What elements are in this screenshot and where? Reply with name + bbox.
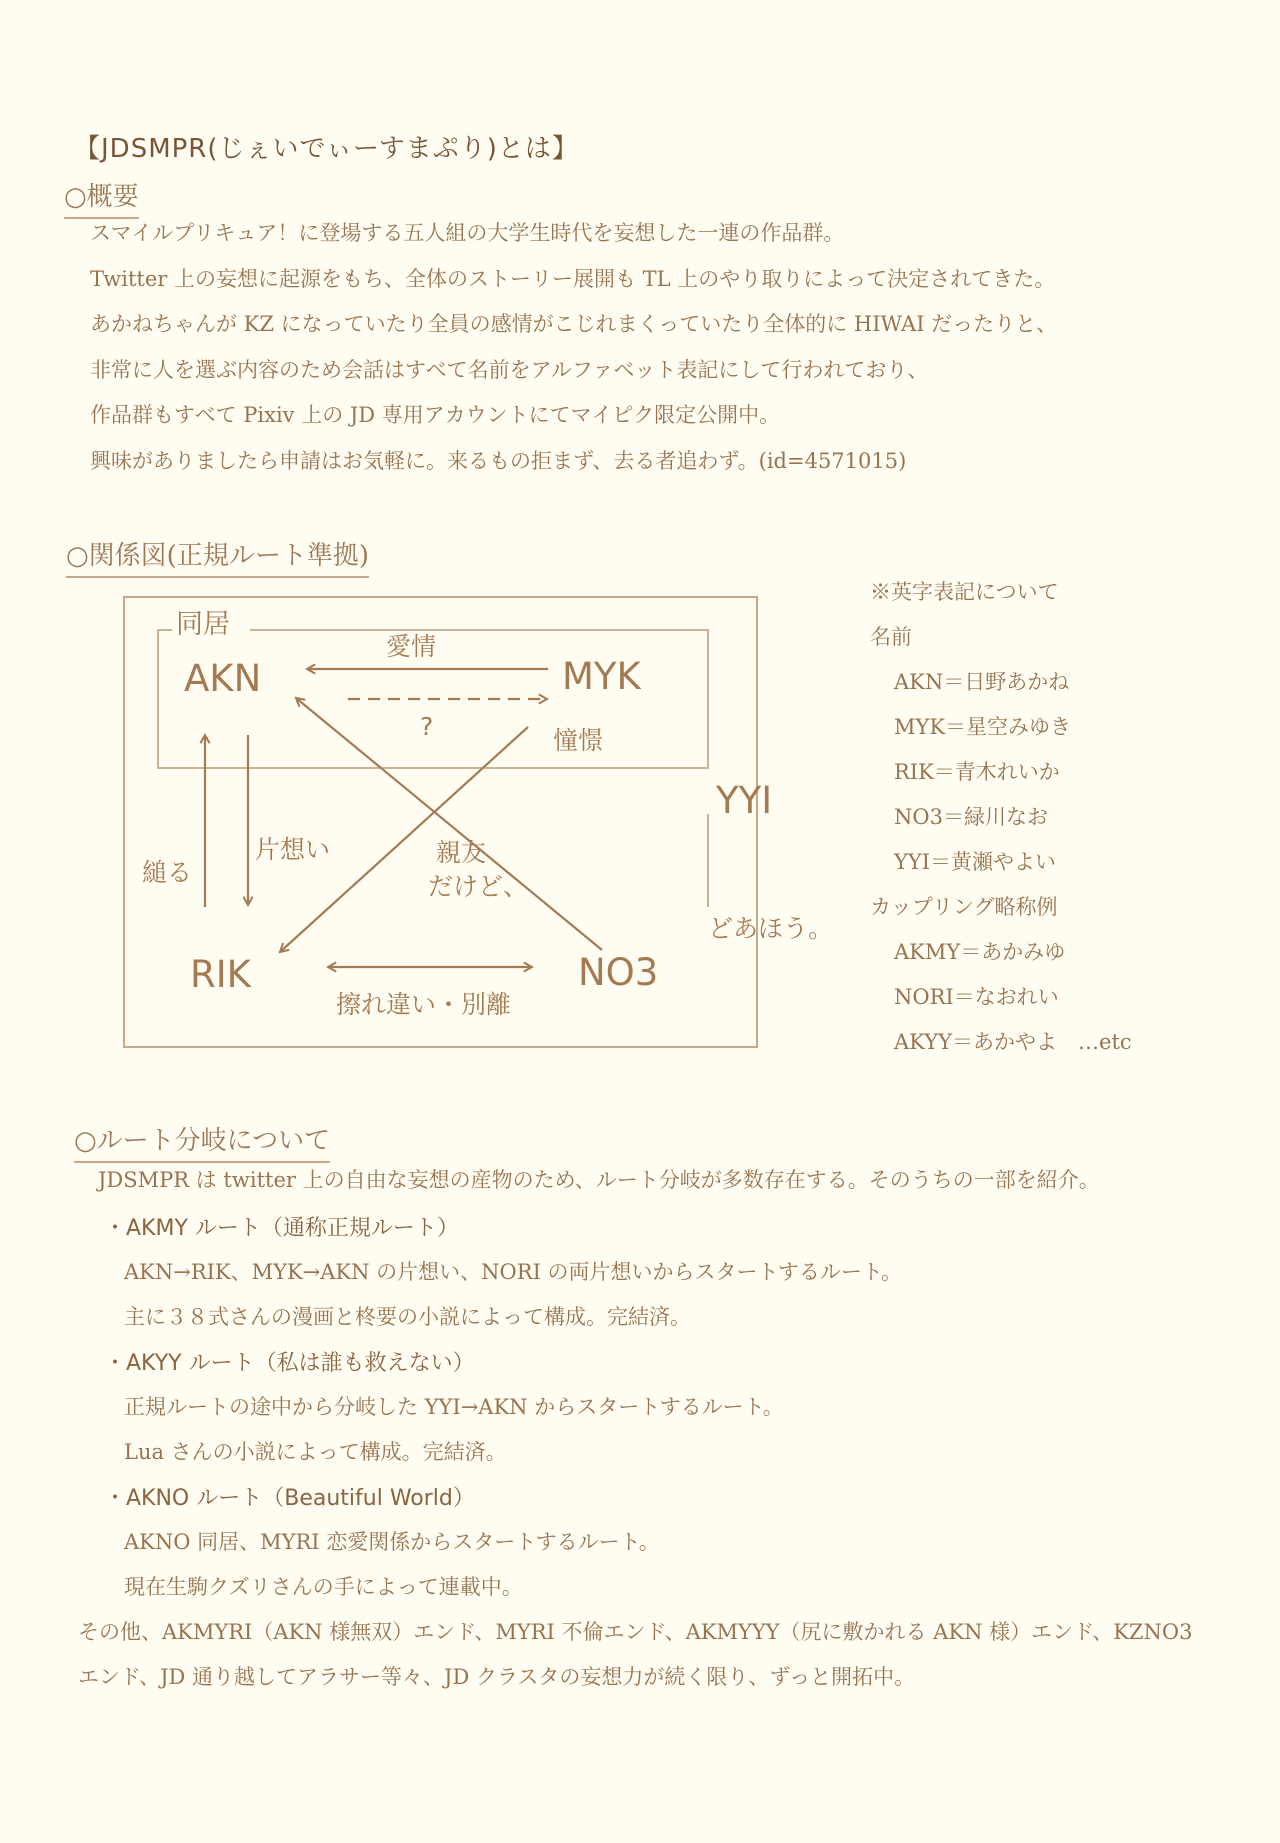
bestfriend-label-1: 親友 (436, 838, 487, 867)
route-title: ・AKYY ルート（私は誰も救えない） (104, 1351, 475, 1376)
couple-item: AKMY＝あかみゆ (894, 940, 1066, 964)
unrequited-label: 片想い (255, 835, 331, 864)
name-item: MYK＝星空みゆき (894, 715, 1072, 739)
overview-line: 非常に人を選ぶ内容のため会話はすべて名前をアルファベット表記にして行われており、 (90, 357, 929, 382)
routes-outro-line: エンド、JD 通り越してアラサー等々、JD クラスタの妄想力が続く限り、ずっと開拓中。 (78, 1665, 916, 1689)
node-akn: AKN (184, 657, 262, 700)
route-line: 正規ルートの途中から分岐した YYI→AKN からスタートするルート。 (124, 1395, 784, 1419)
notes-title: ※英字表記について (870, 580, 1059, 604)
relation-diagram (110, 585, 834, 1055)
couple-item: AKYY＝あかやよ …etc (894, 1030, 1132, 1054)
overview-line: Twitter 上の妄想に起源をもち、全体のストーリー展開も TL 上のやり取りによって決定されてきた。 (90, 266, 1056, 291)
name-item: RIK＝青木れいか (894, 760, 1060, 784)
passing-label: 擦れ違い・別離 (336, 990, 512, 1019)
overview-line: あかねちゃんが KZ になっていたり全員の感情がこじれまくっていたり全体的に HIWAI だったりと、 (90, 312, 1058, 336)
node-rik: RIK (190, 953, 251, 996)
couple-label: カップリング略称例 (870, 895, 1058, 919)
names-label: 名前 (870, 625, 912, 649)
routes-intro: JDSMPR は twitter 上の自由な妄想の産物のため、ルート分岐が多数存在する。そのうちの一部を紹介。 (98, 1168, 1100, 1192)
routes-outro-line: その他、AKMYRI（AKN 様無双）エンド、MYRI 不倫エンド、AKMYYY（尻に敷かれる AKN 様）エンド、KZNO3 (78, 1620, 1193, 1644)
name-item: YYI＝黄瀬やよい (894, 850, 1057, 874)
route-line: AKNO 同居、MYRI 恋愛関係からスタートするルート。 (124, 1530, 660, 1554)
admire-label: 憧憬 (553, 726, 604, 755)
route-title: ・AKMY ルート（通称正規ルート） (104, 1216, 459, 1241)
route-line: 主に３８式さんの漫画と柊要の小説によって構成。完結済。 (124, 1305, 691, 1329)
route-title: ・AKNO ルート（Beautiful World） (104, 1486, 475, 1511)
couple-item: NORI＝なおれい (894, 985, 1059, 1009)
relation-heading: ○関係図(正規ルート準拠) (66, 535, 369, 578)
route-line: Lua さんの小説によって構成。完結済。 (124, 1440, 507, 1464)
name-item: NO3＝緑川なお (894, 805, 1048, 829)
cohabit-label: 同居 (176, 609, 230, 640)
name-item: AKN＝日野あかね (894, 670, 1070, 694)
idiot-label: どあほう。 (708, 914, 834, 943)
overview-heading: ○概要 (64, 176, 139, 219)
cling-label: 縋る (142, 858, 193, 887)
page-title: 【JDSMPR(じぇいでぃーすまぷり)とは】 (74, 134, 579, 164)
overview-line: 興味がありましたら申請はお気軽に。来るもの拒まず、去る者追わず。(id=4571015) (90, 448, 907, 473)
route-line: 現在生駒クズリさんの手によって連載中。 (124, 1575, 523, 1599)
routes-heading: ○ルート分岐について (74, 1120, 330, 1163)
question-label: ? (420, 712, 434, 741)
bestfriend-label-2: だけど、 (428, 872, 529, 901)
love-label: 愛情 (386, 632, 437, 661)
name-notes (870, 570, 1132, 1065)
node-myk: MYK (562, 655, 641, 698)
overview-line: スマイルプリキュア！に登場する五人組の大学生時代を妄想した一連の作品群。 (90, 221, 845, 245)
node-no3: NO3 (578, 951, 659, 994)
route-line: AKN→RIK、MYK→AKN の片想い、NORI の両片想いからスタートするルート。 (124, 1260, 903, 1284)
node-yyi: YYI (716, 779, 773, 822)
overview-line: 作品群もすべて Pixiv 上の JD 専用アカウントにてマイピク限定公開中。 (90, 403, 781, 427)
overview-paragraph (90, 211, 1057, 484)
